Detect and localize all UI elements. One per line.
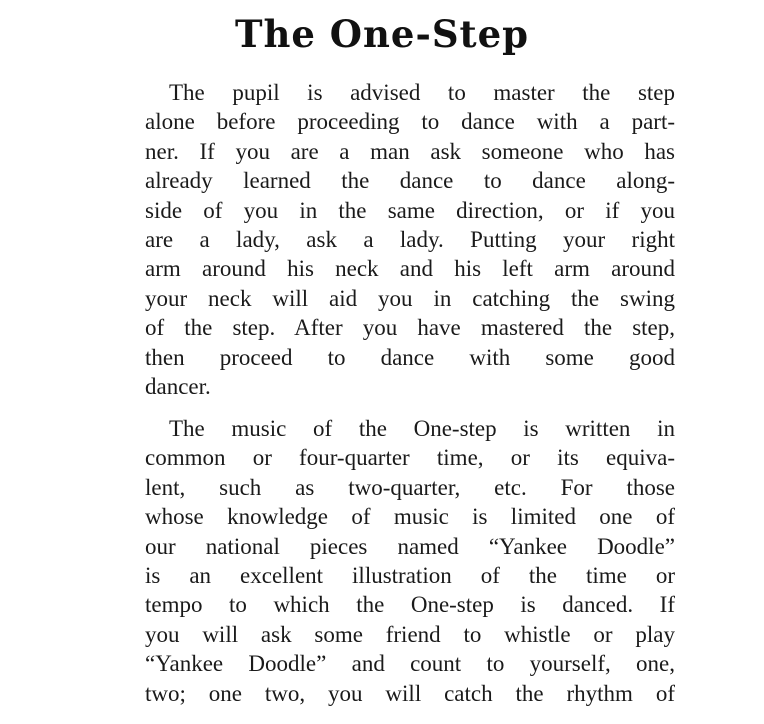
- text-line: two; one two, you will catch the rhythm of: [145, 680, 675, 706]
- text-line: ner. If you are a man ask someone who has: [145, 138, 675, 164]
- text-line: you will ask some friend to whistle or play: [145, 621, 675, 647]
- text-line: of the step. After you have mastered the step,: [145, 315, 675, 341]
- text-line: already learned the dance to dance along-: [145, 168, 675, 194]
- text-line: is an excellent illustration of the time or: [145, 562, 675, 588]
- text-line: your neck will aid you in catching the swing: [145, 285, 675, 311]
- text-line: tempo to which the One-step is danced. If: [145, 592, 675, 618]
- text-line: The pupil is advised to master the step: [169, 80, 675, 105]
- text-line: arm around his neck and his left arm around: [145, 256, 675, 282]
- text-line: whose knowledge of music is limited one of: [145, 504, 675, 530]
- text-line: side of you in the same direction, or if you: [145, 197, 675, 223]
- text-line: The music of the One-step is written in: [169, 416, 675, 441]
- text-line: common or four-quarter time, or its equiva-: [145, 445, 675, 471]
- paragraph-2: [145, 414, 675, 708]
- text-line: dancer.: [145, 373, 211, 399]
- text-line: lent, such as two-quarter, etc. For those: [145, 474, 675, 500]
- paragraph-1: [145, 78, 675, 401]
- text-line: alone before proceeding to dance with a part-: [145, 109, 675, 135]
- page-title: The One-Step: [234, 12, 530, 56]
- text-line: our national pieces named “Yankee Doodle”: [145, 533, 675, 559]
- text-line: then proceed to dance with some good: [145, 344, 675, 370]
- text-line: are a lady, ask a lady. Putting your right: [145, 226, 675, 252]
- text-line: “Yankee Doodle” and count to yourself, one,: [145, 651, 675, 677]
